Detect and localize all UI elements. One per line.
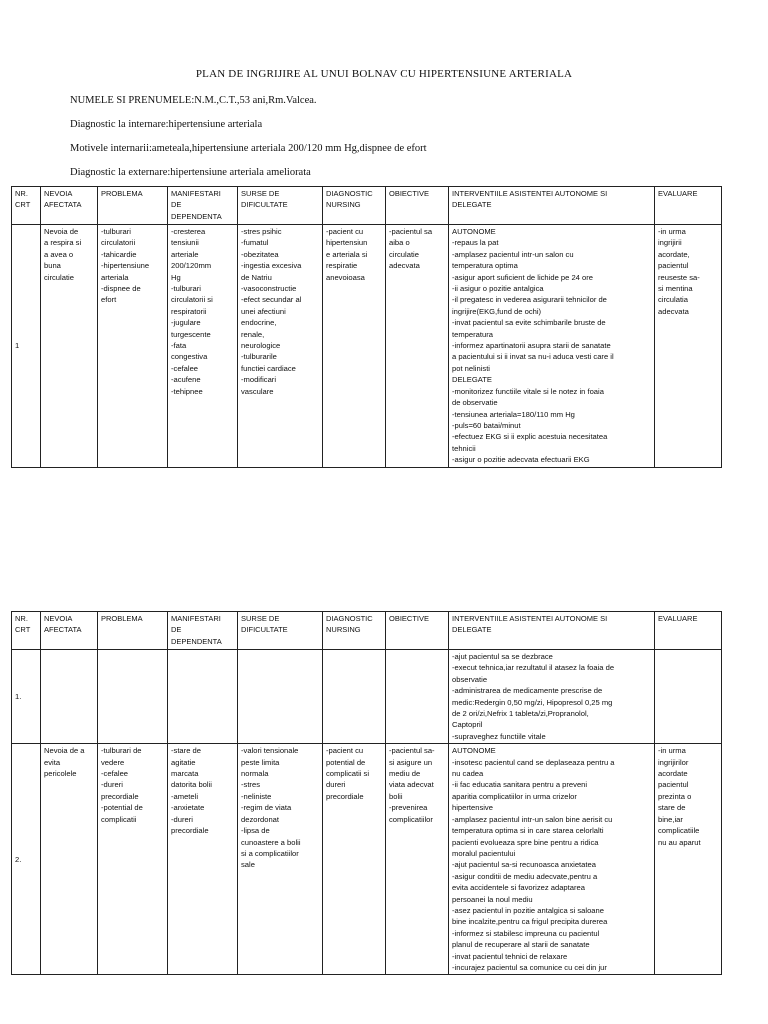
cell-line: potential de bbox=[326, 757, 366, 767]
nevoia-cell bbox=[41, 225, 98, 468]
cell-line: -pacient cu bbox=[326, 227, 364, 236]
cell-line: agitatie bbox=[171, 757, 196, 767]
cell-line: congestiva bbox=[171, 352, 208, 362]
cell-line: tehnicii bbox=[452, 443, 476, 453]
cell-line: arteriale bbox=[171, 249, 199, 259]
interventii-cell bbox=[449, 744, 655, 975]
header-surse bbox=[238, 612, 323, 650]
cell-line: aiba o bbox=[389, 238, 410, 248]
manifestari-cell bbox=[168, 225, 238, 468]
cell-line: reuseste sa- bbox=[658, 272, 700, 282]
cell-line: -pacient cu bbox=[326, 746, 364, 756]
cell-line: evita bbox=[44, 757, 61, 767]
cell-line: EVALUARE bbox=[658, 614, 698, 623]
cell-line: dezordonat bbox=[241, 814, 279, 824]
cell-line: persoanei la noul mediu bbox=[452, 894, 533, 904]
cell-line: a pacientului si ii invat sa nu-i aduca vesti care il bbox=[452, 352, 614, 362]
cell-line: -asigur aport suficient de lichide pe 24 ore bbox=[452, 272, 593, 282]
cell-line: si a complicatiilor bbox=[241, 848, 299, 858]
cell-line: -vasoconstructie bbox=[241, 284, 297, 294]
cell-line: CRT bbox=[15, 625, 31, 635]
cell-line: -cefalee bbox=[171, 363, 199, 373]
cell-line: -tulburari bbox=[101, 227, 131, 236]
cell-line: renale, bbox=[241, 329, 265, 339]
cell-line: DELEGATE bbox=[452, 625, 492, 635]
cell-line: temperatura bbox=[452, 329, 493, 339]
cell-line: -pacientul sa- bbox=[389, 746, 435, 756]
patient-name-line: NUMELE SI PRENUMELE:N.M.,C.T.,53 ani,Rm.Valcea. bbox=[70, 95, 317, 106]
cell-line: -fata bbox=[171, 341, 187, 351]
cell-line: si asigure un bbox=[389, 757, 433, 767]
cell-line: -monitorizez functiile vitale si le notez in foaia bbox=[452, 386, 604, 396]
cell-line: AFECTATA bbox=[44, 625, 82, 635]
header-obiective bbox=[386, 612, 449, 650]
table-row bbox=[12, 744, 722, 975]
cell-line: MANIFESTARI bbox=[171, 614, 221, 623]
cell-line: buna bbox=[44, 261, 61, 271]
cell-line: dureri bbox=[326, 780, 346, 790]
row-number: 1. bbox=[12, 650, 41, 744]
surse-cell bbox=[238, 650, 323, 744]
header-diagnostic bbox=[323, 612, 386, 650]
header-nr-crt bbox=[12, 187, 41, 225]
cell-line: -ii asigur o pozitie antalgica bbox=[452, 284, 544, 294]
manifestari-cell bbox=[168, 650, 238, 744]
cell-line: -valori tensionale bbox=[241, 746, 299, 756]
cell-line: datorita bolii bbox=[171, 780, 212, 790]
cell-line: DIFICULTATE bbox=[241, 625, 288, 635]
cell-line: Captopril bbox=[452, 720, 483, 730]
cell-line: INTERVENTIILE ASISTENTEI AUTONOME SI bbox=[452, 614, 608, 623]
cell-line: DIAGNOSTIC bbox=[326, 614, 373, 623]
cell-line: DE bbox=[171, 200, 182, 210]
table-row bbox=[12, 225, 722, 468]
cell-line: -informez apartinatorii asupra starii de sanatate bbox=[452, 341, 611, 351]
interventii-cell bbox=[449, 225, 655, 468]
cell-line: peste limita bbox=[241, 757, 280, 767]
cell-line: DELEGATE bbox=[452, 200, 492, 210]
cell-line: viata adecvat bbox=[389, 780, 434, 790]
cell-line: -pacientul sa bbox=[389, 227, 433, 236]
cell-line: de 2 ori/zi,Nefrix 1 tableta/zi,Propranolol, bbox=[452, 709, 589, 719]
problema-cell bbox=[98, 744, 168, 975]
cell-line: -ingestia excesiva bbox=[241, 261, 302, 271]
cell-line: hipertensiun bbox=[326, 238, 368, 248]
cell-line: -efect secundar al bbox=[241, 295, 302, 305]
cell-line: marcata bbox=[171, 769, 199, 779]
cell-line: -asez pacientul in pozitie antalgica si saloane bbox=[452, 905, 604, 915]
cell-line: NR. bbox=[15, 189, 28, 198]
cell-line: -supraveghez functiile vitale bbox=[452, 731, 546, 741]
cell-line: complicatiilor bbox=[389, 814, 433, 824]
cell-line: -acufene bbox=[171, 375, 201, 385]
cell-line: AFECTATA bbox=[44, 200, 82, 210]
header-problema bbox=[98, 612, 168, 650]
cell-line: adecvata bbox=[658, 306, 689, 316]
cell-line: DIFICULTATE bbox=[241, 200, 288, 210]
cell-line: -dureri bbox=[171, 814, 193, 824]
cell-line: -il pregatesc in vederea asigurarii tehnicilor de bbox=[452, 295, 607, 305]
diagnostic-cell bbox=[323, 744, 386, 975]
cell-line: pot nelinisti bbox=[452, 363, 490, 373]
care-plan-table-1 bbox=[11, 186, 722, 468]
cell-line: mediu de bbox=[389, 769, 421, 779]
cell-line: -obezitatea bbox=[241, 249, 279, 259]
cell-line: NEVOIA bbox=[44, 614, 73, 623]
cell-line: circulatie bbox=[389, 249, 419, 259]
diagnostic-cell bbox=[323, 650, 386, 744]
cell-line: prezinta o bbox=[658, 791, 692, 801]
obiective-cell bbox=[386, 744, 449, 975]
cell-line: circulatorii bbox=[101, 238, 136, 248]
cell-line: stare de bbox=[658, 803, 686, 813]
cell-line: endocrine, bbox=[241, 318, 277, 328]
cell-line: nu cadea bbox=[452, 769, 484, 779]
cell-line: pacienti evolueaza spre bine pentru a ridica bbox=[452, 837, 599, 847]
cell-line: PROBLEMA bbox=[101, 614, 143, 623]
header-evaluare bbox=[655, 187, 722, 225]
cell-line: Hg bbox=[171, 272, 181, 282]
cell-line: NR. bbox=[15, 614, 28, 623]
problema-cell bbox=[98, 225, 168, 468]
header-obiective bbox=[386, 187, 449, 225]
cell-line: precordiale bbox=[101, 791, 139, 801]
cell-line: de Natriu bbox=[241, 272, 272, 282]
cell-line: cunoastere a bolii bbox=[241, 837, 301, 847]
document-title: PLAN DE INGRIJIRE AL UNUI BOLNAV CU HIPERTENSIUNE ARTERIALA bbox=[195, 68, 573, 80]
cell-line: neurologice bbox=[241, 341, 281, 351]
cell-line: vedere bbox=[101, 757, 125, 767]
cell-line: -ajut pacientul sa-si recunoasca anxietatea bbox=[452, 860, 596, 870]
header-nr-crt bbox=[12, 612, 41, 650]
cell-line: -asigur conditii de mediu adecvate,pentru a bbox=[452, 871, 598, 881]
cell-line: ingrijirii bbox=[658, 238, 682, 248]
cell-line: ingrijire(EKG,fund de ochi) bbox=[452, 306, 542, 316]
cell-line: nu au aparut bbox=[658, 837, 701, 847]
cell-line: -stres psihic bbox=[241, 227, 282, 236]
diagnostic-cell bbox=[323, 225, 386, 468]
cell-line: DELEGATE bbox=[452, 375, 492, 385]
admission-diagnosis-line: Diagnostic la internare:hipertensiune arteriala bbox=[70, 119, 263, 130]
cell-line: DE bbox=[171, 625, 182, 635]
cell-line: hipertensive bbox=[452, 803, 493, 813]
cell-line: DEPENDENTA bbox=[171, 636, 222, 646]
cell-line: planul de recuperare al starii de sanatate bbox=[452, 940, 590, 950]
cell-line: MANIFESTARI bbox=[171, 189, 221, 198]
cell-line: OBIECTIVE bbox=[389, 614, 430, 623]
cell-line: -ii fac educatia sanitara pentru a preveni bbox=[452, 780, 588, 790]
cell-line: -cefalee bbox=[101, 769, 129, 779]
cell-line: Nevoia de a bbox=[44, 746, 85, 756]
cell-line: evita accidentele si favorizez adaptarea bbox=[452, 883, 585, 893]
cell-line: SURSE DE bbox=[241, 614, 280, 623]
cell-line: -puls=60 batai/minut bbox=[452, 420, 521, 430]
cell-line: bine incalzite,pentru ca frigul precipita durerea bbox=[452, 917, 608, 927]
cell-line: anevoioasa bbox=[326, 272, 365, 282]
cell-line: sale bbox=[241, 860, 255, 870]
cell-line: turgescente bbox=[171, 329, 211, 339]
cell-line: Nevoia de bbox=[44, 227, 79, 236]
manifestari-cell bbox=[168, 744, 238, 975]
cell-line: efort bbox=[101, 295, 117, 305]
cell-line: circulatorii si bbox=[171, 295, 213, 305]
cell-line: -stare de bbox=[171, 746, 201, 756]
evaluare-cell bbox=[655, 650, 722, 744]
cell-line: -jugulare bbox=[171, 318, 201, 328]
cell-line: functiei cardiace bbox=[241, 363, 296, 373]
cell-line: a respira si bbox=[44, 238, 82, 248]
cell-line: DIAGNOSTIC bbox=[326, 189, 373, 198]
cell-line: OBIECTIVE bbox=[389, 189, 430, 198]
cell-line: NURSING bbox=[326, 625, 361, 635]
cell-line: DEPENDENTA bbox=[171, 211, 222, 221]
cell-line: adecvata bbox=[389, 261, 420, 271]
cell-line: -tensiunea arteriala=180/110 mm Hg bbox=[452, 409, 575, 419]
interventii-cell bbox=[449, 650, 655, 744]
cell-line: -lipsa de bbox=[241, 826, 270, 836]
cell-line: -regim de viata bbox=[241, 803, 292, 813]
cell-line: -cresterea bbox=[171, 227, 206, 236]
cell-line: temperatura optima bbox=[452, 261, 518, 271]
cell-line: pericolele bbox=[44, 769, 77, 779]
surse-cell bbox=[238, 225, 323, 468]
cell-line: acordate bbox=[658, 769, 688, 779]
cell-line: -invat pacientul sa evite schimbarile bruste de bbox=[452, 318, 606, 328]
cell-line: NURSING bbox=[326, 200, 361, 210]
cell-line: -anxietate bbox=[171, 803, 205, 813]
cell-line: -execut tehnica,iar rezultatul il atasez la foaia de bbox=[452, 663, 615, 673]
cell-line: circulatia bbox=[658, 295, 688, 305]
cell-line: CRT bbox=[15, 200, 31, 210]
evaluare-cell bbox=[655, 744, 722, 975]
cell-line: e arteriala si bbox=[326, 249, 368, 259]
row-number: 2. bbox=[12, 744, 41, 975]
cell-line: -informez si stabilesc impreuna cu pacientul bbox=[452, 928, 600, 938]
cell-line: aparitia complicatiilor in urma crizelor bbox=[452, 791, 577, 801]
table-header-row bbox=[12, 187, 722, 225]
nevoia-cell bbox=[41, 650, 98, 744]
cell-line: tensiunii bbox=[171, 238, 199, 248]
cell-line: -fumatul bbox=[241, 238, 269, 248]
care-plan-table-2 bbox=[11, 611, 722, 975]
cell-line: -amplasez pacientul intr-un salon bine aerisit cu bbox=[452, 814, 613, 824]
cell-line: EVALUARE bbox=[658, 189, 698, 198]
header-nevoia bbox=[41, 187, 98, 225]
cell-line: pacientul bbox=[658, 780, 689, 790]
cell-line: -administrarea de medicamente prescrise de bbox=[452, 686, 603, 696]
cell-line: -in urma bbox=[658, 227, 686, 236]
cell-line: precordiale bbox=[171, 826, 209, 836]
cell-line: complicatiile bbox=[658, 826, 700, 836]
cell-line: de observatie bbox=[452, 398, 498, 408]
cell-line: -neliniste bbox=[241, 791, 272, 801]
cell-line: acordate, bbox=[658, 249, 690, 259]
cell-line: -tehipnee bbox=[171, 386, 203, 396]
row-number: 1 bbox=[12, 225, 41, 468]
cell-line: complicatii si bbox=[326, 769, 370, 779]
cell-line: -tulburari de bbox=[101, 746, 142, 756]
header-surse bbox=[238, 187, 323, 225]
cell-line: -incurajez pacientul sa comunice cu cei din jur bbox=[452, 962, 607, 972]
cell-line: NEVOIA bbox=[44, 189, 73, 198]
cell-line: -dispnee de bbox=[101, 284, 141, 294]
cell-line: PROBLEMA bbox=[101, 189, 143, 198]
cell-line: INTERVENTIILE ASISTENTEI AUTONOME SI bbox=[452, 189, 608, 198]
cell-line: -efectuez EKG si ii explic acestuia necesitatea bbox=[452, 432, 608, 442]
cell-line: respiratie bbox=[326, 261, 358, 271]
cell-line: -asigur o pozitie adecvata efectuarii EKG bbox=[452, 455, 590, 465]
cell-line: precordiale bbox=[326, 791, 364, 801]
header-interventii bbox=[449, 187, 655, 225]
cell-line: -ameteli bbox=[171, 791, 199, 801]
cell-line: normala bbox=[241, 769, 269, 779]
cell-line: ingrijirilor bbox=[658, 757, 689, 767]
cell-line: moralul pacientului bbox=[452, 848, 516, 858]
cell-line: -in urma bbox=[658, 746, 686, 756]
cell-line: -invat pacientul tehnici de relaxare bbox=[452, 951, 568, 961]
cell-line: 200/120mm bbox=[171, 261, 212, 271]
cell-line: unei afectiuni bbox=[241, 306, 286, 316]
cell-line: medic:Redergin 0,50 mg/zi, Hipopresol 0,25 mg bbox=[452, 697, 613, 707]
table-row bbox=[12, 650, 722, 744]
cell-line: -stres bbox=[241, 780, 260, 790]
header-nevoia bbox=[41, 612, 98, 650]
header-problema bbox=[98, 187, 168, 225]
table-header-row bbox=[12, 612, 722, 650]
cell-line: -tulburarile bbox=[241, 352, 277, 362]
cell-line: -tahicardie bbox=[101, 249, 137, 259]
problema-cell bbox=[98, 650, 168, 744]
cell-line: -tulburari bbox=[171, 284, 201, 294]
cell-line: SURSE DE bbox=[241, 189, 280, 198]
cell-line: circulatie bbox=[44, 272, 74, 282]
cell-line: arteriala bbox=[101, 272, 129, 282]
cell-line: a avea o bbox=[44, 249, 74, 259]
cell-line: -prevenirea bbox=[389, 803, 428, 813]
cell-line: -amplasez pacientul intr-un salon cu bbox=[452, 249, 574, 259]
cell-line: pacientul bbox=[658, 261, 689, 271]
evaluare-cell bbox=[655, 225, 722, 468]
obiective-cell bbox=[386, 225, 449, 468]
header-evaluare bbox=[655, 612, 722, 650]
cell-line: bine,iar bbox=[658, 814, 683, 824]
cell-line: -ajut pacientul sa se dezbrace bbox=[452, 652, 553, 661]
cell-line: -hipertensiune bbox=[101, 261, 150, 271]
cell-line: respiratorii bbox=[171, 306, 207, 316]
cell-line: observatie bbox=[452, 674, 488, 684]
cell-line: vasculare bbox=[241, 386, 274, 396]
header-manifestari bbox=[168, 612, 238, 650]
header-interventii bbox=[449, 612, 655, 650]
header-diagnostic bbox=[323, 187, 386, 225]
cell-line: complicatii bbox=[101, 814, 137, 824]
obiective-cell bbox=[386, 650, 449, 744]
cell-line: temperatura optima si in care starea celorlalti bbox=[452, 826, 604, 836]
cell-line: AUTONOME bbox=[452, 746, 496, 756]
cell-line: -modificari bbox=[241, 375, 277, 385]
cell-line: AUTONOME bbox=[452, 227, 496, 236]
cell-line: -repaus la pat bbox=[452, 238, 499, 248]
surse-cell bbox=[238, 744, 323, 975]
cell-line: -potential de bbox=[101, 803, 143, 813]
nevoia-cell bbox=[41, 744, 98, 975]
cell-line: -insotesc pacientul cand se deplaseaza pentru a bbox=[452, 757, 615, 767]
discharge-diagnosis-line: Diagnostic la externare:hipertensiune arteriala ameliorata bbox=[70, 167, 311, 178]
cell-line: si mentina bbox=[658, 284, 693, 294]
cell-line: bolii bbox=[389, 791, 403, 801]
header-manifestari bbox=[168, 187, 238, 225]
cell-line: -dureri bbox=[101, 780, 123, 790]
admission-reasons-line: Motivele internarii:ameteala,hipertensiune arteriala 200/120 mm Hg,dispnee de efort bbox=[70, 143, 427, 154]
